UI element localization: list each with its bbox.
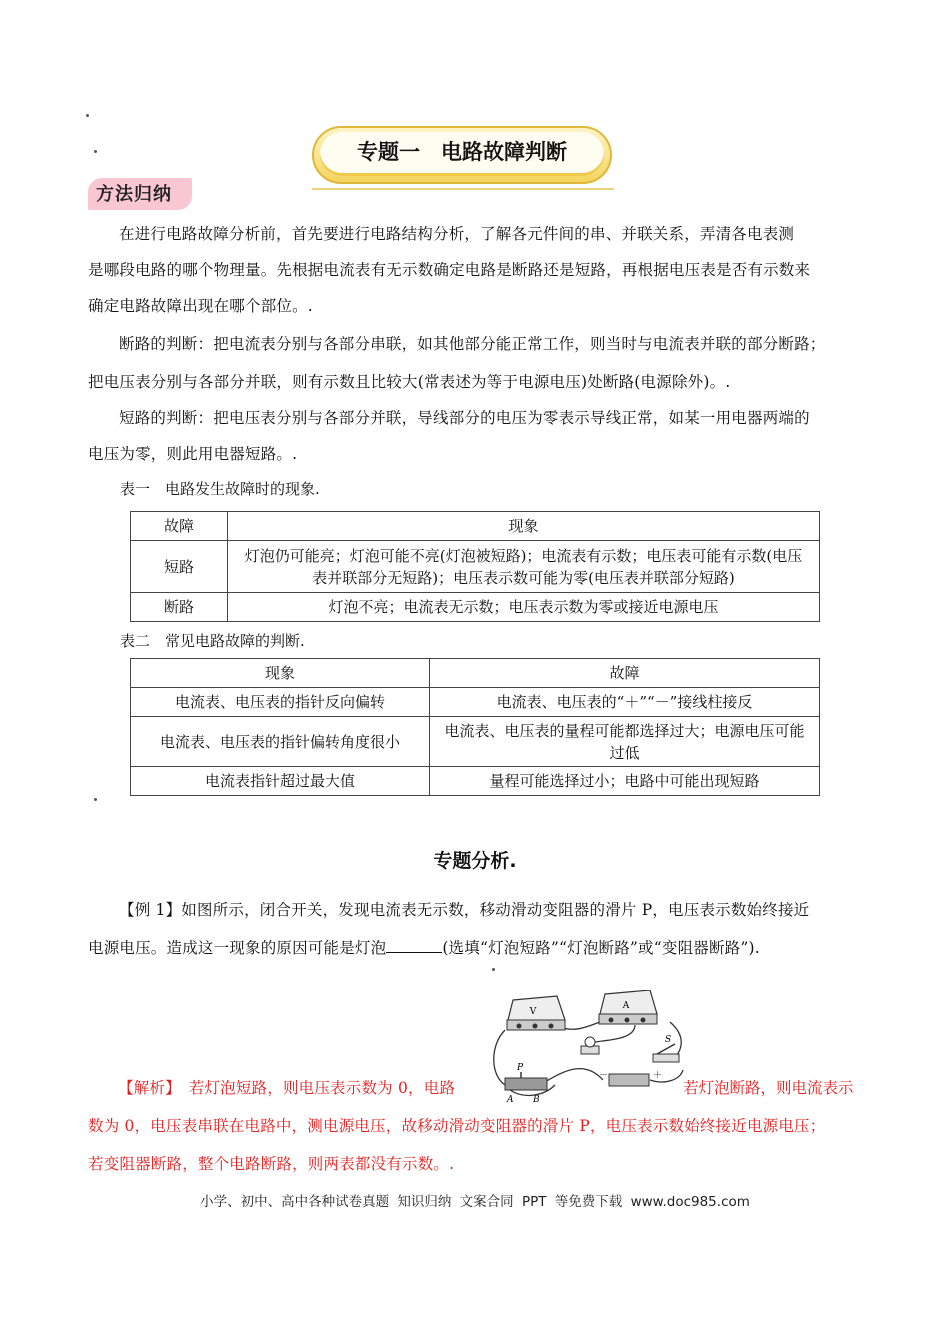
section-badge-label: 方法归纳 xyxy=(96,184,172,205)
table1-header-phenomenon: 现象 xyxy=(228,512,820,541)
table1-caption: 表一 电路发生故障时的现象. xyxy=(120,480,320,498)
table2-cell: 电流表指针超过最大值 xyxy=(131,767,430,796)
paragraph-intro-line2: 是哪段电路的哪个物理量。先根据电流表有无示数确定电路是断路还是短路，再根据电压表是否有示数来 xyxy=(88,261,811,279)
table1-header-fault: 故障 xyxy=(131,512,228,541)
table1-cell: 灯泡不亮；电流表无示数；电压表示数为零或接近电源电压 xyxy=(228,593,820,622)
voltmeter-label: V xyxy=(529,1007,537,1017)
table2-cell: 电流表、电压表的“＋”“－”接线柱接反 xyxy=(430,688,820,717)
ammeter-label: A xyxy=(622,1001,630,1011)
answer-blank[interactable] xyxy=(386,938,442,953)
analysis-line2: 数为 0，电压表串联在电路中，测电源电压，故移动滑动变阻器的滑片 P，电压表示数始终接近电源电压； xyxy=(88,1117,826,1135)
section-heading: 专题分析. xyxy=(433,850,517,872)
analysis-line1-end: 若灯泡断路，则电流表示 xyxy=(683,1079,854,1097)
title-underline xyxy=(312,188,614,190)
example-line2-options: (选填“灯泡短路”“灯泡断路”或“变阻器断路”). xyxy=(442,939,760,957)
table1-cell: 短路 xyxy=(131,541,228,593)
table2-caption: 表二 常见电路故障的判断. xyxy=(120,632,305,650)
paragraph-open-circuit-line1: 断路的判断：把电流表分别与各部分串联，如其他部分能正常工作，则当时与电流表并联的部分断路； xyxy=(119,335,826,353)
footer-text: 小学、初中、高中各种试卷真题 知识归纳 文案合同 PPT 等免费下载 www.doc985.com xyxy=(200,1194,750,1210)
stray-dot xyxy=(492,968,495,971)
analysis-line3: 若变阻器断路，整个电路断路，则两表都没有示数。. xyxy=(88,1155,455,1173)
table1-cell: 断路 xyxy=(131,593,228,622)
ammeter xyxy=(599,990,657,1024)
switch xyxy=(653,1035,679,1062)
paragraph-open-circuit-line2: 把电压表分别与各部分并联，则有示数且比较大(常表述为等于电源电压)处断路(电源除外)。. xyxy=(88,373,731,391)
table1 xyxy=(130,511,820,622)
example-line1: 【例 1】如图所示，闭合开关，发现电流表无示数，移动滑动变阻器的滑片 P，电压表示数始终接近 xyxy=(119,901,810,919)
switch-label: S xyxy=(665,1035,672,1045)
table2-cell: 量程可能选择过小；电路中可能出现短路 xyxy=(430,767,820,796)
example-line2-text: 电源电压。造成这一现象的原因可能是灯泡 xyxy=(88,939,387,957)
table2-cell: 电流表、电压表的量程可能都选择过大；电源电压可能过低 xyxy=(430,717,820,767)
example-line2 xyxy=(88,932,864,964)
table2-cell: 电流表、电压表的指针偏转角度很小 xyxy=(131,717,430,767)
battery-plus-label: ＋ xyxy=(653,1071,663,1081)
page-title: 专题一 电路故障判断 xyxy=(357,140,567,164)
paragraph-intro-line3: 确定电路故障出现在哪个部位。. xyxy=(88,297,313,315)
stray-dot xyxy=(94,150,97,153)
paragraph-short-circuit-line2: 电压为零，则此用电器短路。. xyxy=(88,445,298,463)
paragraph-short-circuit-line1: 短路的判断：把电压表分别与各部分并联，导线部分的电压为零表示导线正常，如某一用电器两端的 xyxy=(119,409,810,427)
stray-dot xyxy=(86,114,89,117)
table2-header-fault: 故障 xyxy=(430,659,820,688)
terminal-a-label: A xyxy=(507,1095,514,1105)
voltmeter xyxy=(507,996,565,1030)
terminal-b-label: B xyxy=(533,1095,540,1105)
slider-label: P xyxy=(517,1063,524,1073)
bulb xyxy=(581,1037,599,1054)
table2-cell: 电流表、电压表的指针反向偏转 xyxy=(131,688,430,717)
battery-minus-label: － xyxy=(599,1071,609,1081)
table2-header-phenomenon: 现象 xyxy=(131,659,430,688)
table2 xyxy=(130,658,820,796)
stray-dot xyxy=(94,798,97,801)
analysis-line1-start: 【解析】 若灯泡短路，则电压表示数为 0，电路 xyxy=(118,1079,456,1097)
paragraph-intro-line1: 在进行电路故障分析前，首先要进行电路结构分析，了解各元件间的串、并联关系，弄清各电表测 xyxy=(119,225,795,243)
table1-cell: 灯泡仍可能亮；灯泡可能不亮(灯泡被短路)；电流表有示数；电压表可能有示数(电压表并联部分无短路)；电压表示数可能为零(电压表并联部分短路) xyxy=(228,541,820,593)
